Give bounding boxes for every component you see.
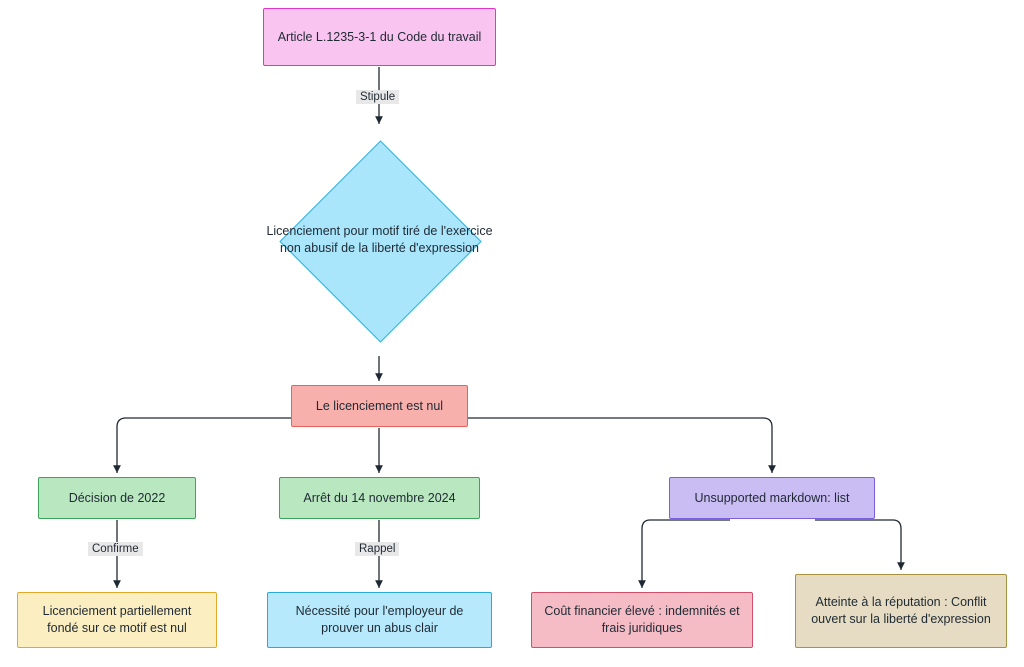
node-arret-2024-label: Arrêt du 14 novembre 2024	[303, 490, 456, 505]
node-licenciement-partiel-label: Licenciement partiellement fondé sur ce motif est nul	[42, 604, 192, 635]
node-article[interactable]	[263, 8, 496, 66]
node-decision-2022-label: Décision de 2022	[68, 490, 166, 505]
node-unsupported-markdown-label: Unsupported markdown: list	[694, 490, 850, 505]
node-decision-2022[interactable]	[38, 477, 196, 519]
node-cout-financier-label: Coût financier élevé : indemnités et frais juridiques	[544, 604, 740, 635]
node-article-label: Article L.1235-3-1 du Code du travail	[277, 29, 482, 44]
edge-label-stipule: Stipule	[356, 90, 399, 104]
edge-unsupported-to-atteinte	[815, 520, 901, 570]
node-licenciement-nul[interactable]	[291, 385, 468, 427]
edge-label-confirme: Confirme	[88, 542, 143, 556]
edge-unsupported-to-cout	[642, 520, 730, 588]
node-unsupported-markdown[interactable]	[669, 477, 875, 519]
node-necessite-preuve-label: Nécessité pour l'employeur de prouver un abus clair	[295, 604, 464, 635]
node-necessite-preuve[interactable]	[267, 592, 492, 648]
node-licenciement-label: Licenciement pour motif tiré de l'exercice non abusif de la liberté d'expression	[266, 224, 493, 255]
edge-nul-to-unsupported	[468, 418, 772, 473]
node-licenciement-nul-label: Le licenciement est nul	[315, 398, 444, 413]
node-arret-2024[interactable]	[279, 477, 480, 519]
node-licenciement[interactable]	[258, 140, 501, 340]
node-cout-financier[interactable]	[531, 592, 753, 648]
node-licenciement-partiel[interactable]	[17, 592, 217, 648]
edge-nul-to-decision2022	[117, 418, 291, 473]
node-atteinte-reputation-label: Atteinte à la réputation : Conflit ouvert sur la liberté d'expression	[811, 595, 991, 626]
node-atteinte-reputation[interactable]	[795, 574, 1007, 648]
edge-label-rappel: Rappel	[355, 542, 399, 556]
